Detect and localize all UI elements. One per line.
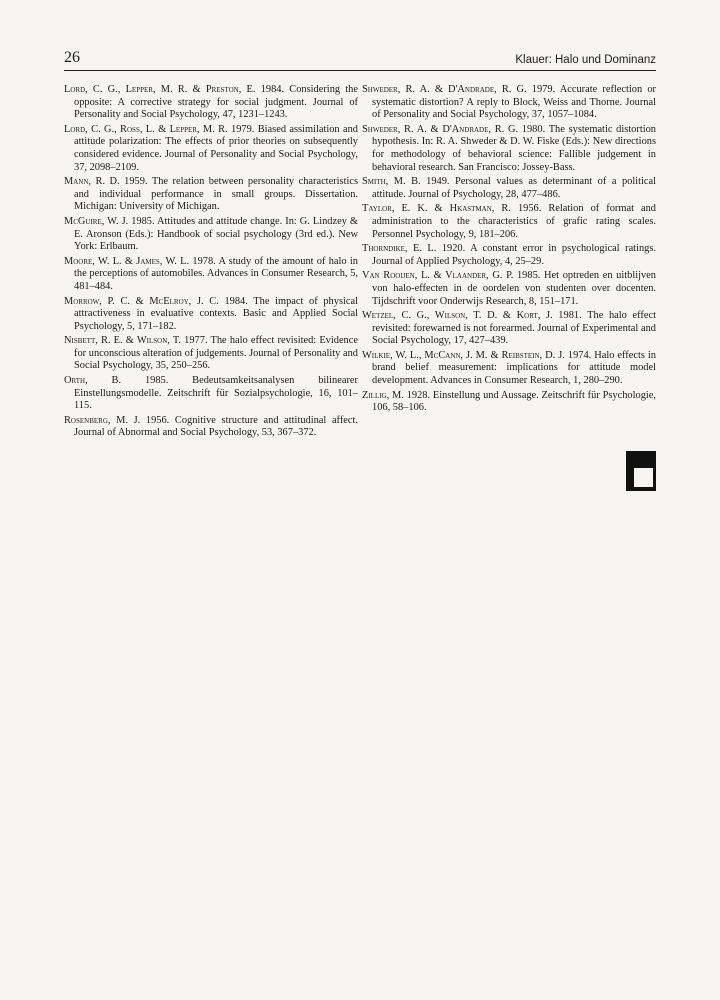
reference-authors: Van Rooijen, L. & Vlaander, G. P. — [362, 270, 514, 282]
reference-details: 1977. The halo effect revisited: Evidence for unconscious alteration of judgements. Journal of Personality and Social Psychology, 35, 250–256. — [74, 335, 358, 372]
reference-authors: Mann, R. D. — [64, 176, 120, 188]
reference-details: 1978. A study of the amount of halo in the perceptions of automobiles. Advances in Consumer Research, 5, 481–484. — [74, 255, 358, 292]
reference-entry — [362, 84, 656, 122]
reference-details: 1949. Personal values as determinant of a political attitude. Journal of Psychology, 28, 477–486. — [372, 176, 656, 200]
reference-entry — [64, 375, 358, 413]
reference-details: 1985. Attitudes and attitude change. In: G. Lindzey & E. Aronson (Eds.): Handbook of social psychology (3rd ed.). New York: Erlbaum. — [74, 215, 358, 253]
reference-details: 1979. Accurate reflection or systematic distortion? A reply to Block, Weiss and Thorne. Journal of Personality and Social Psychology, 37, 1057–1084. — [372, 84, 657, 121]
reference-details: 1981. The halo effect revisited: forewarned is not forearmed. Journal of Experimental and Social Psychology, 17, 427–439. — [372, 310, 656, 347]
reference-details: 1985. Bedeutsamkeitsanalysen bilinearer Einstellungsmodelle. Zeitschrift für Sozialpsychologie, 16, 101–115. — [74, 375, 358, 412]
reference-entry — [362, 203, 656, 241]
page-header — [64, 50, 656, 71]
reference-details: 1984. The impact of physical attractiveness in evaluative contexts. Basic and Applied Social Psychology, 5, 171–182. — [74, 295, 358, 332]
reference-authors: Lord, C. G., Ross, L. & Lepper, M. R. — [64, 123, 228, 135]
reference-authors: Thorndike, E. L. — [362, 243, 437, 255]
reference-details: 1956. Cognitive structure and attitudinal affect. Journal of Abnormal and Social Psychology, 53, 367–372. — [74, 414, 358, 439]
reference-details: 1974. Halo effects in brand belief measurement: implications for attitude model development. Advances in Consumer Research, 1, 280–290. — [372, 349, 656, 387]
reference-entry — [64, 216, 358, 254]
reference-authors: Wilkie, W. L., McCann, J. M. & Reibstein, D. J. — [362, 349, 565, 361]
running-head: Klauer: Halo und Dominanz — [515, 54, 656, 66]
references-right-column — [362, 84, 656, 417]
reference-authors: Zillig, M. — [362, 389, 404, 401]
reference-authors: Lord, C. G., Lepper, M. R. & Preston, E. — [64, 84, 256, 95]
reference-entry — [362, 124, 656, 174]
reference-details: 1956. Relation of format and administration to the characteristics of grafic rating scales. Personnel Psychology, 9, 181–206. — [372, 203, 656, 240]
reference-entry — [362, 243, 656, 268]
end-of-article-icon — [626, 451, 656, 491]
reference-details: 1980. The systematic distortion hypothesis. In: R. A. Shweder & D. W. Fiske (Eds.): New directions for methodology of behavioral science: Fallible judgement in behavioral research. San Francisco: Jossey-Bass. — [372, 123, 656, 173]
reference-entry — [64, 296, 358, 334]
reference-details: 1920. A constant error in psychological ratings. Journal of Applied Psychology, 4, 25–29. — [372, 243, 656, 267]
reference-details: 1985. Het optreden en uitblijven von halo-effecten in de oordelen von studenten over docenten. Tijdschrift voor Onderwijs Research, 8, 151–171. — [372, 270, 657, 307]
reference-entry — [64, 176, 358, 214]
reference-entry — [362, 176, 656, 201]
reference-entry — [64, 335, 358, 373]
references-left-column — [64, 84, 358, 442]
reference-entry — [64, 256, 358, 294]
reference-authors: Moore, W. L. & James, W. L. — [64, 255, 190, 267]
reference-entry — [64, 415, 358, 440]
reference-authors: Shweder, R. A. & D'Andrade, R. G. — [362, 123, 519, 135]
reference-entry — [362, 310, 656, 348]
reference-authors: Shweder, R. A. & D'Andrade, R. G. — [362, 84, 527, 95]
reference-entry — [64, 84, 358, 122]
reference-authors: McGuire, W. J. — [64, 215, 129, 227]
reference-details: 1984. Considering the opposite: A corrective strategy for social judgment. Journal of Personality and Social Psychology, 47, 1231–1243. — [74, 84, 358, 121]
reference-details: 1959. The relation between personality characteristics and individual performance in small groups. Dissertation. Michigan: University of Michigan. — [74, 176, 359, 213]
reference-authors: Orth, B. — [64, 375, 122, 387]
reference-entry — [362, 270, 656, 308]
page-number: 26 — [64, 49, 80, 66]
reference-details: 1928. Einstellung und Aussage. Zeitschrift für Psychologie, 106, 58–106. — [372, 389, 656, 414]
reference-authors: Smith, M. B. — [362, 176, 421, 188]
reference-entry — [362, 350, 656, 388]
reference-authors: Taylor, E. K. & Hkastman, R. — [362, 203, 511, 215]
reference-details: 1979. Biased assimilation and attitude polarization: The effects of prior theories on subsequently considered evidence. Journal of Personality and Social Psychology, 37, 2098–2109. — [74, 123, 358, 173]
reference-entry — [64, 124, 358, 174]
reference-authors: Wetzel, C. G., Wilson, T. D. & Kort, J. — [362, 310, 553, 322]
reference-entry — [362, 390, 656, 415]
reference-authors: Nisbett, R. E. & Wilson, T. — [64, 335, 181, 347]
reference-authors: Rosenberg, M. J. — [64, 414, 141, 426]
reference-authors: Morrow, P. C. & McElroy, J. C. — [64, 295, 219, 307]
